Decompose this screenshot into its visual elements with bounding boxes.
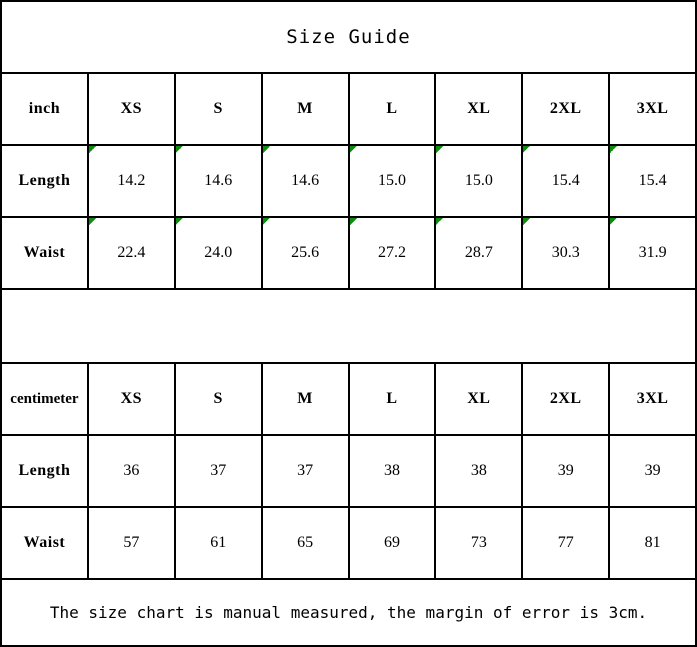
value-text: 15.0 — [377, 172, 406, 189]
value-text: 15.0 — [464, 172, 493, 189]
cell-flag-icon — [263, 146, 270, 153]
value-text: 61 — [210, 534, 227, 551]
value-cell — [435, 435, 522, 507]
value-cell — [609, 507, 696, 579]
size-header-xs: XS — [88, 363, 175, 435]
value-text: 38 — [470, 462, 487, 479]
value-text: 31.9 — [638, 244, 667, 261]
cell-flag-icon — [89, 218, 96, 225]
value-cell — [435, 507, 522, 579]
value-cell — [175, 435, 262, 507]
cell-flag-icon — [350, 146, 357, 153]
cell-flag-icon — [523, 218, 530, 225]
value-cell — [88, 145, 175, 217]
cell-flag-icon — [610, 146, 617, 153]
value-cell — [609, 217, 696, 289]
value-text: 36 — [123, 462, 140, 479]
size-header-3xl: 3XL — [609, 363, 696, 435]
size-header-xs: XS — [88, 73, 175, 145]
value-cell — [175, 507, 262, 579]
size-header-2xl: 2XL — [522, 363, 609, 435]
inch-waist-row — [1, 217, 696, 289]
value-text: 37 — [210, 462, 227, 479]
value-cell — [349, 217, 436, 289]
cell-flag-icon — [436, 146, 443, 153]
cell-flag-icon — [176, 146, 183, 153]
value-text: 28.7 — [464, 244, 493, 261]
size-header-s: S — [175, 363, 262, 435]
size-header-3xl: 3XL — [609, 73, 696, 145]
cell-flag-icon — [436, 218, 443, 225]
page-title: Size Guide — [1, 1, 696, 73]
unit-label-centimeter: centimeter — [1, 363, 88, 435]
footnote-row — [1, 579, 696, 646]
inch-length-row — [1, 145, 696, 217]
value-cell — [262, 217, 349, 289]
value-cell — [175, 145, 262, 217]
footnote-text: The size chart is manual measured, the margin of error is 3cm. — [1, 579, 696, 646]
value-cell — [609, 435, 696, 507]
cm-waist-row — [1, 507, 696, 579]
value-cell — [88, 217, 175, 289]
cell-flag-icon — [89, 146, 96, 153]
value-cell — [522, 507, 609, 579]
value-cell — [349, 435, 436, 507]
value-text: 15.4 — [551, 172, 580, 189]
value-cell — [88, 507, 175, 579]
value-cell — [522, 435, 609, 507]
value-cell — [262, 145, 349, 217]
measure-label-length: Length — [1, 435, 88, 507]
value-text: 57 — [123, 534, 140, 551]
cell-flag-icon — [350, 218, 357, 225]
cell-flag-icon — [176, 218, 183, 225]
value-text: 65 — [297, 534, 314, 551]
cell-flag-icon — [610, 218, 617, 225]
value-text: 30.3 — [551, 244, 580, 261]
value-text: 37 — [297, 462, 314, 479]
value-text: 22.4 — [117, 244, 146, 261]
size-header-2xl: 2XL — [522, 73, 609, 145]
size-header-xl: XL — [435, 73, 522, 145]
measure-label-length: Length — [1, 145, 88, 217]
unit-label-inch: inch — [1, 73, 88, 145]
value-cell — [609, 145, 696, 217]
value-text: 38 — [383, 462, 400, 479]
cell-flag-icon — [263, 218, 270, 225]
value-text: 15.4 — [638, 172, 667, 189]
value-cell — [522, 145, 609, 217]
cm-header-row — [1, 363, 696, 435]
spacer-row — [1, 289, 696, 363]
value-cell — [435, 217, 522, 289]
value-text: 14.6 — [204, 172, 233, 189]
value-text: 39 — [557, 462, 574, 479]
size-header-m: M — [262, 363, 349, 435]
size-header-xl: XL — [435, 363, 522, 435]
measure-label-waist: Waist — [1, 217, 88, 289]
value-text: 69 — [383, 534, 400, 551]
value-cell — [522, 217, 609, 289]
value-text: 27.2 — [377, 244, 406, 261]
value-cell — [349, 145, 436, 217]
size-header-l: L — [349, 363, 436, 435]
value-text: 14.2 — [117, 172, 146, 189]
value-cell — [88, 435, 175, 507]
spacer-cell — [1, 289, 696, 363]
value-text: 39 — [644, 462, 661, 479]
value-cell — [262, 507, 349, 579]
inch-header-row — [1, 73, 696, 145]
value-cell — [262, 435, 349, 507]
value-text: 14.6 — [291, 172, 320, 189]
size-header-m: M — [262, 73, 349, 145]
measure-label-waist: Waist — [1, 507, 88, 579]
cell-flag-icon — [523, 146, 530, 153]
cm-length-row — [1, 435, 696, 507]
value-cell — [349, 507, 436, 579]
size-header-l: L — [349, 73, 436, 145]
value-cell — [435, 145, 522, 217]
title-row — [1, 1, 696, 73]
value-text: 73 — [470, 534, 487, 551]
value-text: 24.0 — [204, 244, 233, 261]
value-text: 81 — [644, 534, 661, 551]
value-cell — [175, 217, 262, 289]
value-text: 25.6 — [291, 244, 320, 261]
value-text: 77 — [557, 534, 574, 551]
size-header-s: S — [175, 73, 262, 145]
